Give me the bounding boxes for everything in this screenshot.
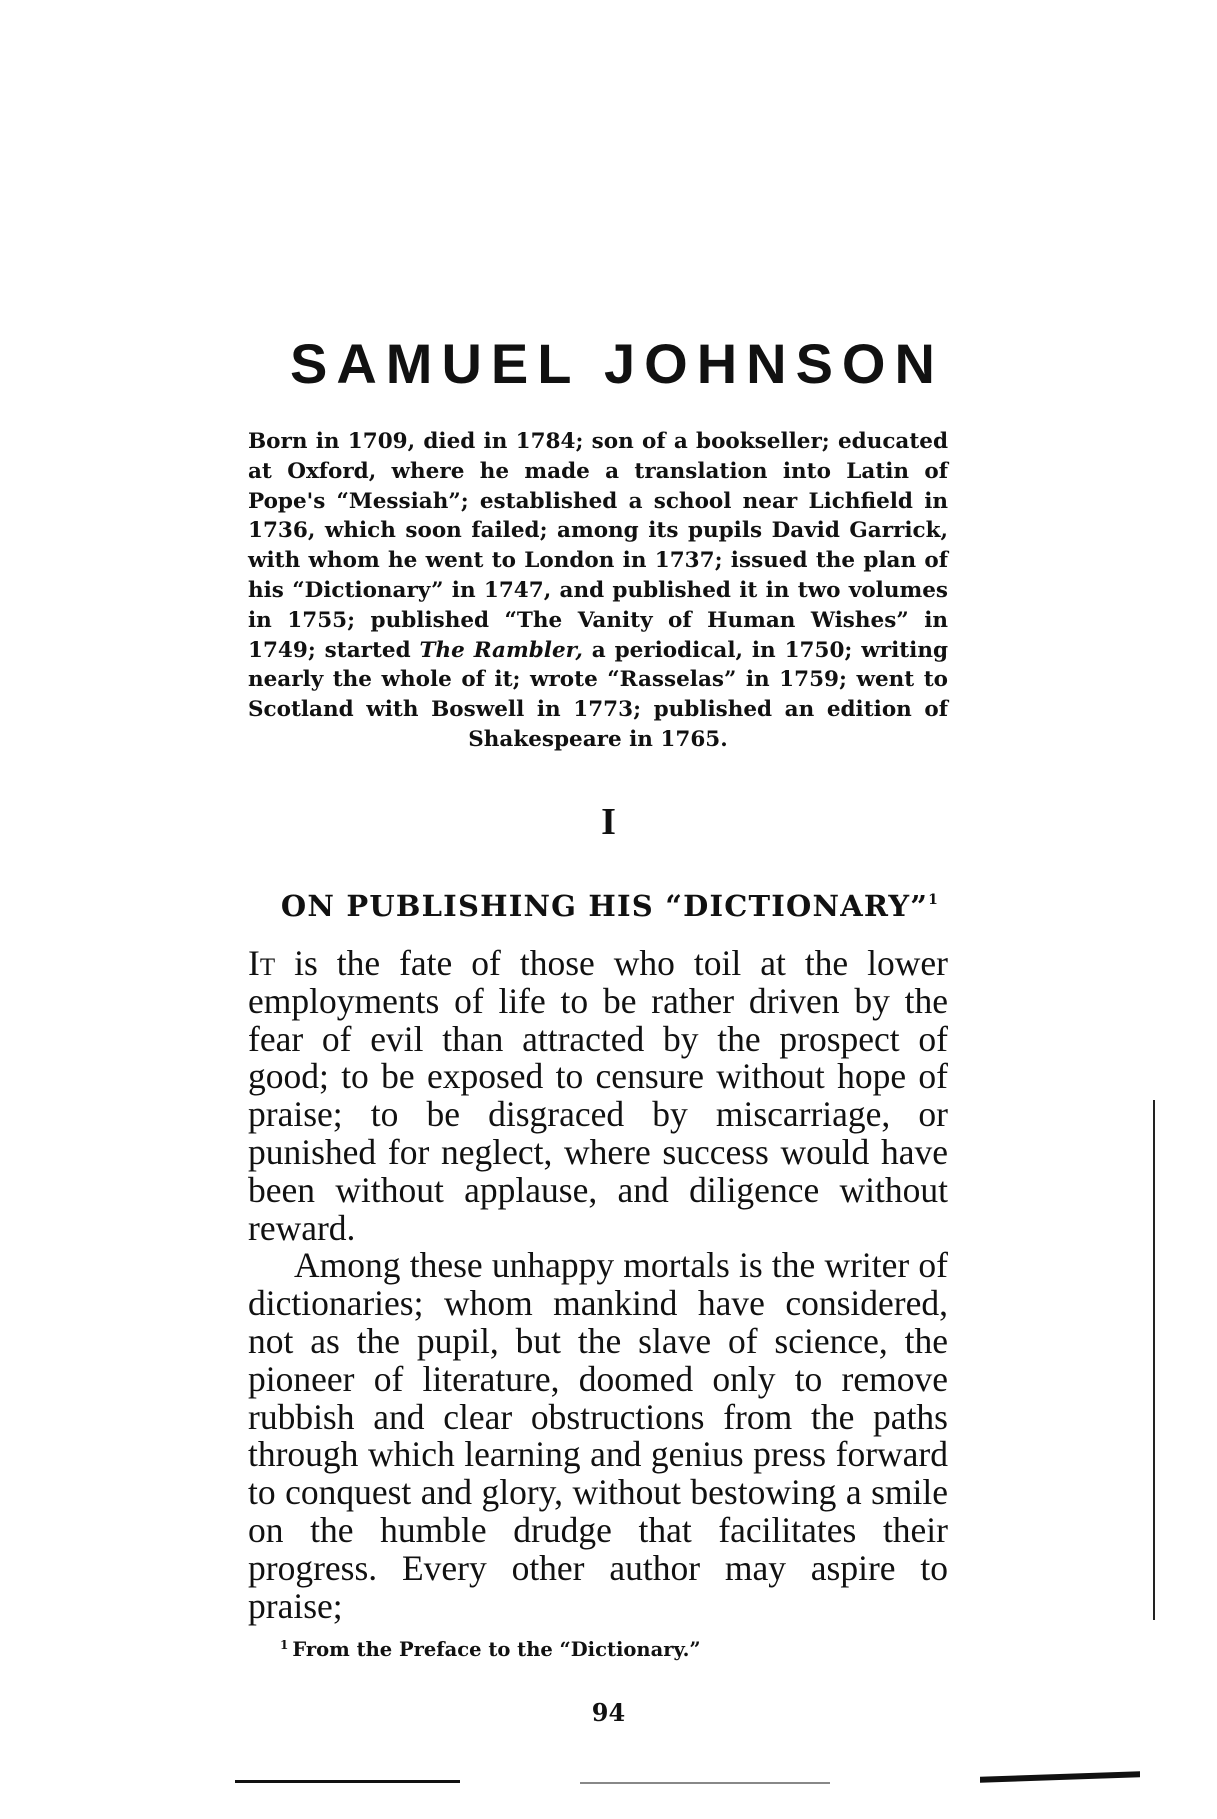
- paragraph-1: [248, 945, 948, 1247]
- paragraph-1-lead: It: [248, 943, 276, 983]
- page-number: 94: [591, 1698, 626, 1727]
- footnote: [280, 1631, 940, 1664]
- bio-text-part2: a periodical, in 1750; writing nearly the whole of it; wrote “Rasselas” in 1759; went to Scotland with Boswell in 1773; published an edition of Shakespeare in 1765.: [248, 637, 949, 752]
- author-heading: SAMUEL JOHNSON: [290, 332, 944, 395]
- footnote-marker: 1: [280, 1638, 289, 1652]
- bio-text-part1: Born in 1709, died in 1784; son of a bookseller; educated at Oxford, where he made a translation into Latin of Pope's “Messiah”; established a school near Lichfield in 1736, which soon failed; among its pupils David Garrick, with whom he went to London in 1737; issued the plan of his “Dictionary” in 1747, and published it in two volumes in 1755; published “The Vanity of Human Wishes” in 1749; started: [248, 429, 948, 663]
- scan-rule-middle: [580, 1782, 830, 1784]
- scan-rule-left: [235, 1780, 460, 1783]
- scan-rule-right: [980, 1771, 1140, 1783]
- author-biography: [248, 427, 948, 755]
- essay-body: [248, 945, 948, 1625]
- paragraph-1-text: is the fate of those who toil at the lower employments of life to be rather driven by the fear of evil than attracted by the prospect of good; to be exposed to censure without hope of praise; to be disgraced by miscarriage, or punished for neglect, where success would have been without applause, and diligence without reward.: [248, 943, 948, 1248]
- paragraph-2: Among these unhappy mortals is the writer of dictionaries; whom mankind have considered, not as the pupil, but the slave of science, the pioneer of literature, doomed only to remove rubbish and clear obstructions from the paths through which learning and genius press forward to conquest and glory, without bestowing a smile on the humble drudge that facilitates their progress. Every other author may aspire to praise;: [248, 1245, 948, 1626]
- chapter-number: I: [601, 801, 616, 843]
- scan-margin-line: [1153, 1100, 1155, 1620]
- chapter-title-text: ON PUBLISHING HIS “DICTIONARY”: [280, 889, 929, 923]
- chapter-footnote-marker: 1: [928, 892, 940, 908]
- footnote-text: From the Preface to the “Dictionary.”: [292, 1638, 701, 1661]
- chapter-title: [250, 880, 970, 926]
- bio-italic-title: The Rambler,: [419, 637, 583, 663]
